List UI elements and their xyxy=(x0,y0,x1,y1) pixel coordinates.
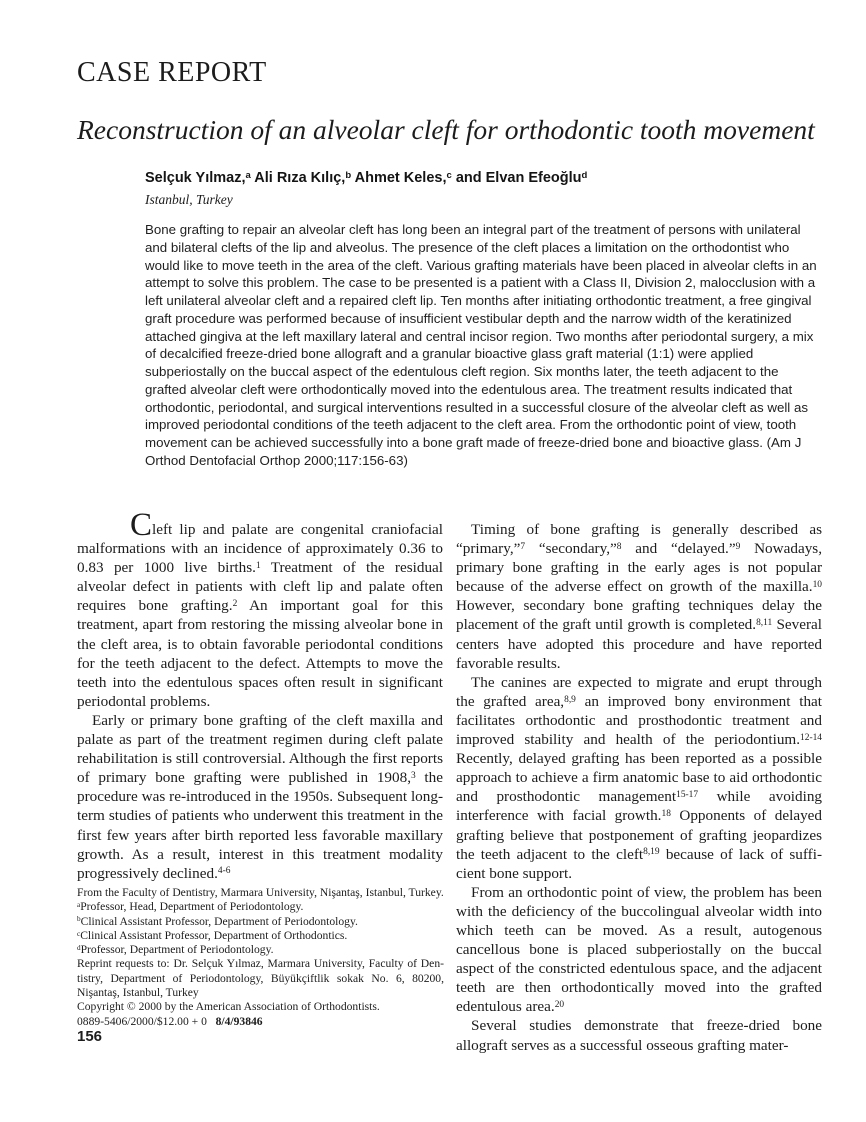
body-paragraph: Several studies demonstrate that freeze-dried bone allograft serves as a successful osseous grafting mater- xyxy=(456,1017,822,1054)
footnote-reprint-requests: Reprint requests to: Dr. Selçuk Yılmaz, Marmara University, Faculty of Dentistry, Department of Periodontology, Büyükçiftlik sokak No. 6, 80200, Nişantaş, Istanbul, Turkey xyxy=(77,957,444,1000)
footnote-affiliation: From the Faculty of Dentistry, Marmara University, Nişantaş, Istanbul, Turkey. xyxy=(77,886,444,899)
footnotes-block xyxy=(77,886,444,1029)
affiliation-line: Istanbul, Turkey xyxy=(145,192,233,207)
footnote-author-b: $^b$Clinical Assistant Professor, Department of Periodontology. xyxy=(77,914,358,928)
body-paragraph: Timing of bone grafting is generally described as “primary,”$^7$ “secondary,”$^8$ and “delayed.”$^9$ Nowadays, primary bone grafting in the early ages is not popular because of the adverse effect on growth of the maxilla.$^{10}$ However, secondary bone grafting techniques delay the placement of the graft until growth is completed.$^{8,11}$ Several centers have adopted this procedure and have reported favorable results. xyxy=(456,521,822,672)
body-paragraph-intro: Cleft lip and palate are congenital craniofacial malformations with an incidence of approximately 0.36 to 0.83 per 1000 live births.$^1$ Treatment of the residual alveolar defect in patients with cleft lip and palate often requires bone grafting.$^2$ An important goal for this treatment, apart from restoring the missing alveolar bone in the cleft area, is to obtain favorable periodontal conditions for the teeth adjacent to the defect. Attempts to move the teeth into the edentulous spaces often result in significant periodontal problems. xyxy=(77,507,444,710)
footnote-copyright: Copyright © 2000 by the American Association of Orthodontists. xyxy=(77,1000,380,1014)
body-paragraph: The canines are expected to migrate and erupt through the grafted area,$^{8,9}$ an improved bony environment that facilitates orthodontic and prosthodontic treatment and improved stability and health of the periodontium.$^{12-14}$ Recently, delayed grafting has been reported as a possible approach to achieve a firm anatomic base to aid orthodontic and prosthodontic management$^{15-17}$ while avoiding interference with facial growth.$^{18}$ Opponents of delayed grafting believe that postponement of grafting jeopardizes the teeth adjacent to the cleft$^{8,19}$ because of lack of sufficient bone support. xyxy=(456,673,823,882)
footnote-issn-code: 0889-5406/2000/$12.00 + 0 8/4/93846 xyxy=(77,1014,263,1028)
page-number: 156 xyxy=(77,1028,103,1045)
article-title: Reconstruction of an alveolar cleft for orthodontic tooth movement xyxy=(77,114,815,145)
footnote-author-c: $^c$Clinical Assistant Professor, Department of Orthodontics. xyxy=(77,928,348,942)
body-paragraph: Early or primary bone grafting of the cleft maxilla and palate as part of the treatment regimen during cleft palate rehabilitation is still controversial. Although the first reports of primary bone grafting were published in 1908,$^3$ the procedure was re-introduced in the 1950s. Subsequent long-term studies of patients who underwent this treatment in the first few years after birth reported less favorable maxillary growth. As a result, interest in this treatment modality progressively declined.$^{4-6}$ xyxy=(77,711,443,882)
authors-line: Selçuk Yılmaz,$^a$ Ali Rıza Kılıç,$^b$ Ahmet Keles,$^c$ and Elvan Efeoğlu$^d$ xyxy=(145,169,588,186)
footnote-author-a: $^a$Professor, Head, Department of Periodontology. xyxy=(77,900,304,914)
footnote-author-d: $^d$Professor, Department of Periodontology. xyxy=(77,943,274,957)
body-paragraph: From an orthodontic point of view, the problem has been with the deficiency of the buccolingual alveolar width into which teeth can be moved. As a result, autogenous cancellous bone is placed subperiostally on the buccal aspect of the constricted edentulous space, and the adjacent teeth are then orthodontically moved into the grafted edentulous area.$^{20}$ xyxy=(456,883,822,1016)
section-label: CASE REPORT xyxy=(77,57,267,88)
abstract-paragraph: Bone grafting to repair an alveolar cleft has long been an integral part of the treatment of persons with unilateral and bilateral clefts of the lip and alveolus. The presence of the cleft places a limitation on the orthodontist who would like to move teeth in the area of the cleft. Various grafting materials have been placed in alveolar clefts in an attempt to solve this problem. The case to be presented is a patient with a Class II, Division 2, malocclusion with a left unilateral alveolar cleft and a repaired cleft lip. Ten months after initiating orthodontic treatment, a free gingival graft procedure was performed because of insufficient vestibular depth and the narrow width of the keratinized attached gingiva at the left maxillary lateral and central incisor region. Two months after periodontal surgery, a mix of decalcified freeze-dried bone allograft and a granular bioactive glass graft material (1:1) were applied subperiostally on the buccal aspect of the edentulous cleft region. Six months later, the teeth adjacent to the grafted alveolar cleft were orthodontically moved into the edentulous area. The treatment results indicated that orthodontic, periodontal, and surgical interventions resulted in a successful closure of the alveolar cleft as well as improved periodontal conditions of the teeth adjacent to the cleft area. From the orthodontic point of view, tooth movement can be achieved successfully into a bone graft made of freeze-dried bone and bioactive glass. (Am J Orthod Dentofacial Orthop 2000;117:156-63) xyxy=(145,222,817,468)
body-column-right xyxy=(456,520,822,1055)
